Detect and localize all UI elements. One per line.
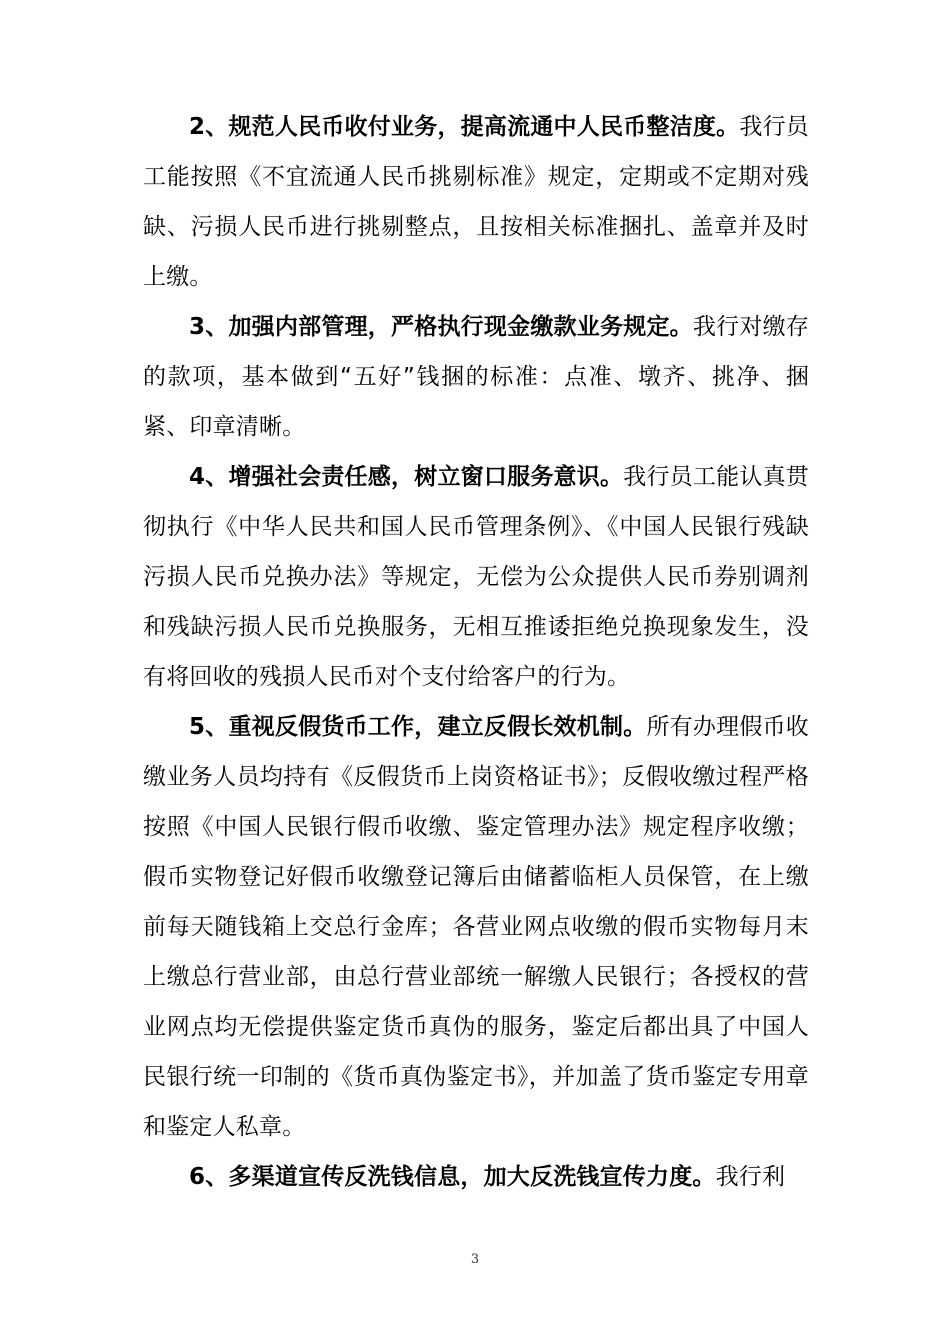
paragraph-lead: 2、规范人民币收付业务，提高流通中人民币整洁度。 bbox=[189, 114, 740, 140]
paragraph-item-5 bbox=[143, 702, 809, 1152]
paragraph-item-4 bbox=[143, 452, 809, 702]
paragraph-item-6 bbox=[143, 1152, 809, 1202]
paragraph-lead: 4、增强社会责任感，树立窗口服务意识。 bbox=[189, 464, 624, 490]
paragraph-lead: 5、重视反假货币工作，建立反假长效机制。 bbox=[189, 714, 647, 740]
paragraph-item-3 bbox=[143, 302, 809, 452]
paragraph-body: 我行对缴存的款项，基本做到“五好”钱捆的标准：点准、墩齐、挑净、捆紧、印章清晰。 bbox=[143, 314, 809, 440]
paragraph-body: 所有办理假币收缴业务人员均持有《反假货币上岗资格证书》；反假收缴过程严格按照《中国人民银行假币收缴、鉴定管理办法》规定程序收缴；假币实物登记好假币收缴登记簿后由储蓄临柜人员保管，在上缴前每天随钱箱上交总行金库；各营业网点收缴的假币实物每月末上缴总行营业部，由总行营业部统一解缴人民银行；各授权的营业网点均无偿提供鉴定货币真伪的服务，鉴定后都出具了中国人民银行统一印制的《货币真伪鉴定书》，并加盖了货币鉴定专用章和鉴定人私章。 bbox=[143, 714, 809, 1140]
paragraph-lead: 6、多渠道宣传反洗钱信息，加大反洗钱宣传力度。 bbox=[189, 1164, 716, 1190]
paragraph-body: 我行员工能认真贯彻执行《中华人民共和国人民币管理条例》、《中国人民银行残缺污损人民币兑换办法》等规定，无偿为公众提供人民币券别调剂和残缺污损人民币兑换服务，无相互推诿拒绝兑换现象发生，没有将回收的残损人民币对个支付给客户的行为。 bbox=[143, 464, 809, 690]
paragraph-body: 我行利 bbox=[715, 1164, 786, 1190]
page-number: 3 bbox=[470, 1252, 480, 1267]
document-body bbox=[143, 102, 809, 1202]
paragraph-item-2 bbox=[143, 102, 809, 302]
paragraph-body: 我行员工能按照《不宜流通人民币挑剔标准》规定，定期或不定期对残缺、污损人民币进行挑剔整点，且按相关标准捆扎、盖章并及时上缴。 bbox=[143, 114, 809, 290]
paragraph-lead: 3、加强内部管理，严格执行现金缴款业务规定。 bbox=[189, 314, 693, 340]
